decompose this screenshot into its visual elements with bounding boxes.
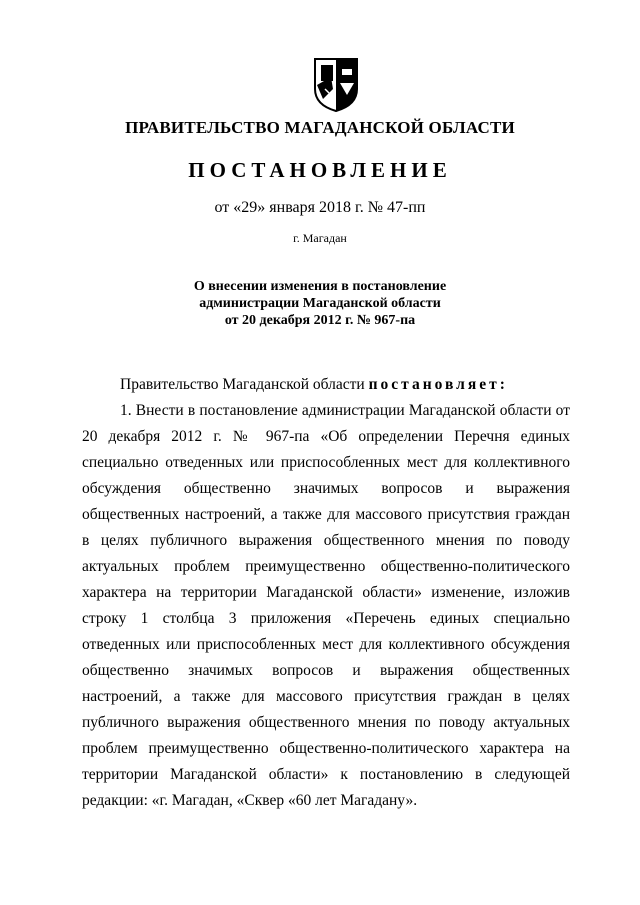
intro-lead: Правительство Магаданской области bbox=[120, 376, 365, 393]
organization-title: ПРАВИТЕЛЬСТВО МАГАДАНСКОЙ ОБЛАСТИ bbox=[125, 118, 515, 137]
magadan-coat-of-arms-icon bbox=[309, 55, 363, 113]
document-type-title: ПОСТАНОВЛЕНИЕ bbox=[188, 158, 452, 182]
document-city: г. Магадан bbox=[293, 231, 347, 245]
subject-line-3: от 20 декабря 2012 г. № 967-па bbox=[224, 313, 416, 328]
intro-paragraph bbox=[82, 372, 570, 398]
item-1-paragraph: 1. Внести в постановление администрации Магаданской области от 20 декабря 2012 г. № 967-па «Об определении Перечня единых специально отведенных или приспособленных мест для коллективного обсуждения общественно значимых вопросов и выражения общественных настроений, а также для массового присутствия граждан в целях публичного выражения общественного мнения по поводу актуальных проблем преимущественно общественно-политического характера на территории Магаданской области» изменение, изложив строку 1 столбца 3 приложения «Перечень единых специально отведенных или приспособленных мест для коллективного обсуждения общественно значимых вопросов и выражения общественных настроений, а также для массового присутствия граждан в целях публичного выражения общественного мнения по поводу актуальных проблем преимущественно общественно-политического характера на территории Магаданской области» к постановлению в следующей редакции: «г. Магадан, «Сквер «60 лет Магадану». bbox=[82, 402, 570, 809]
intro-verb: постановляет: bbox=[368, 376, 508, 393]
document-date-number: от «29» января 2018 г. № 47-пп bbox=[214, 199, 426, 216]
subject-line-1: О внесении изменения в постановление bbox=[193, 279, 447, 294]
document-subject bbox=[0, 278, 640, 329]
document-body bbox=[82, 372, 570, 814]
subject-line-2: администрации Магаданской области bbox=[199, 296, 441, 311]
